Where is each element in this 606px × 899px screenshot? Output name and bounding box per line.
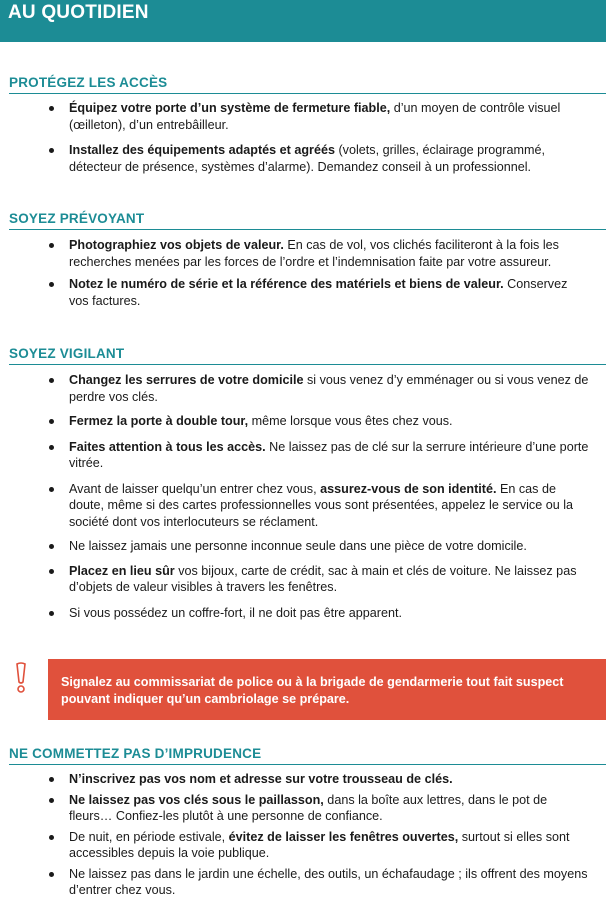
list-vigilant <box>0 372 589 621</box>
alert-text: Signalez au commissariat de police ou à la brigade de gendarmerie tout fait suspect pouvant indiquer qu’un cambriolage se prépare. <box>61 675 564 706</box>
list-item: Installez des équipements adaptés et agréés (volets, grilles, éclairage programmé, détecteur de présence, systèmes d’alarme). Demandez conseil à un professionnel. <box>0 142 589 175</box>
list-item: Changez les serrures de votre domicile si vous venez d’y emménager ou si vous venez de perdre vos clés. <box>0 372 589 405</box>
list-item: De nuit, en période estivale, évitez de laisser les fenêtres ouvertes, surtout si elles sont accessibles depuis la voie publique. <box>0 829 589 862</box>
list-item: Photographiez vos objets de valeur. En cas de vol, vos clichés faciliteront à la fois les recherches menées par les forces de l’ordre et l’indemnisation faite par votre assureur. <box>0 237 589 270</box>
list-item: N’inscrivez pas vos nom et adresse sur votre trousseau de clés. <box>0 771 589 788</box>
section-title-proteger: PROTÉGEZ LES ACCÈS <box>9 75 168 90</box>
list-item: Faites attention à tous les accès. Ne laissez pas de clé sur la serrure intérieure d’une porte vitrée. <box>0 439 589 472</box>
section-divider <box>9 229 606 230</box>
list-item: Notez le numéro de série et la référence des matériels et biens de valeur. Conservez vos factures. <box>0 276 589 309</box>
list-item: Équipez votre porte d’un système de fermeture fiable, d’un moyen de contrôle visuel (œilleton), d’un entrebâilleur. <box>0 100 589 133</box>
alert-box <box>48 659 606 720</box>
section-divider <box>9 764 606 765</box>
list-imprudence <box>0 771 589 899</box>
section-title-imprudence: NE COMMETTEZ PAS D’IMPRUDENCE <box>9 746 262 761</box>
list-item: Placez en lieu sûr vos bijoux, carte de crédit, sac à main et clés de voiture. Ne laissez pas d’objets de valeur visibles à travers les fenêtres. <box>0 563 589 596</box>
section-divider <box>9 364 606 365</box>
list-item: Ne laissez pas dans le jardin une échelle, des outils, un échafaudage ; ils offrent des moyens d’entrer chez vous. <box>0 866 589 899</box>
list-item: Fermez la porte à double tour, même lorsque vous êtes chez vous. <box>0 413 589 430</box>
list-proteger <box>0 100 589 175</box>
list-prevoyant <box>0 237 589 309</box>
header-banner <box>0 0 606 42</box>
list-item: Si vous possédez un coffre-fort, il ne doit pas être apparent. <box>0 605 589 622</box>
section-title-prevoyant: SOYEZ PRÉVOYANT <box>9 211 145 226</box>
list-item: Avant de laisser quelqu’un entrer chez vous, assurez-vous de son identité. En cas de doute, même si des cartes professionnelles vous sont présentées, appelez le service ou la société dont vos interlocuteurs se réclament. <box>0 481 589 531</box>
list-item: Ne laissez jamais une personne inconnue seule dans une pièce de votre domicile. <box>0 538 589 555</box>
list-item: Ne laissez pas vos clés sous le paillasson, dans la boîte aux lettres, dans le pot de fleurs… Confiez-les plutôt à une personne de confiance. <box>0 792 589 825</box>
section-title-vigilant: SOYEZ VIGILANT <box>9 346 125 361</box>
page-title: AU QUOTIDIEN <box>8 2 149 23</box>
section-divider <box>9 93 606 94</box>
exclamation-icon <box>10 662 32 694</box>
